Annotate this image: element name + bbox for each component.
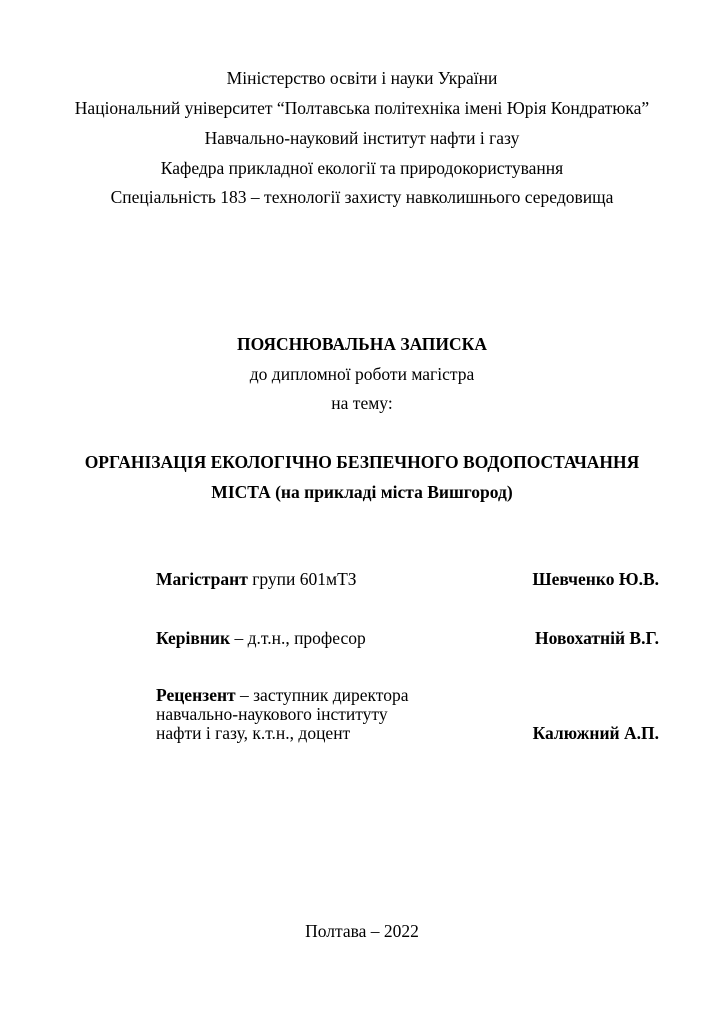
supervisor-role-label: Керівник	[156, 628, 231, 648]
student-group: групи 601мТЗ	[247, 569, 357, 589]
student-info	[156, 569, 357, 589]
topic-title-line-1: ОРГАНІЗАЦІЯ ЕКОЛОГІЧНО БЕЗПЕЧНОГО ВОДОПОСТАЧАННЯ	[84, 452, 640, 472]
supervisor-details: – д.т.н., професор	[230, 628, 366, 648]
supervisor-info	[156, 628, 366, 648]
reviewer-details-1: – заступник директора	[235, 685, 409, 705]
on-topic-label: на тему:	[331, 393, 393, 413]
reviewer-details-3: нафти і газу, к.т.н., доцент	[156, 723, 351, 743]
student-role-label: Магістрант	[156, 569, 248, 589]
reviewer-details-2: навчально-наукового інституту	[156, 704, 388, 724]
university-line: Національний університет “Полтавська політехніка імені Юрія Кондратюка”	[74, 98, 650, 118]
document-subtitle: до дипломної роботи магістра	[249, 364, 475, 384]
student-name: Шевченко Ю.В.	[532, 569, 659, 589]
city-year-footer: Полтава – 2022	[305, 921, 419, 941]
reviewer-info	[156, 686, 408, 743]
reviewer-line-1	[156, 686, 408, 705]
reviewer-name: Калюжний А.П.	[532, 723, 659, 743]
department-line: Кафедра прикладної екології та природокористування	[160, 158, 564, 178]
ministry-line: Міністерство освіти і науки України	[226, 68, 498, 88]
supervisor-name: Новохатній В.Г.	[535, 628, 659, 648]
specialty-line: Спеціальність 183 – технології захисту навколишнього середовища	[110, 187, 614, 207]
institute-line: Навчально-науковий інститут нафти і газу	[204, 128, 520, 148]
document-type-title: ПОЯСНЮВАЛЬНА ЗАПИСКА	[236, 334, 488, 354]
topic-title-line-2: МІСТА (на прикладі міста Вишгород)	[211, 482, 513, 502]
reviewer-role-label: Рецензент	[156, 685, 236, 705]
